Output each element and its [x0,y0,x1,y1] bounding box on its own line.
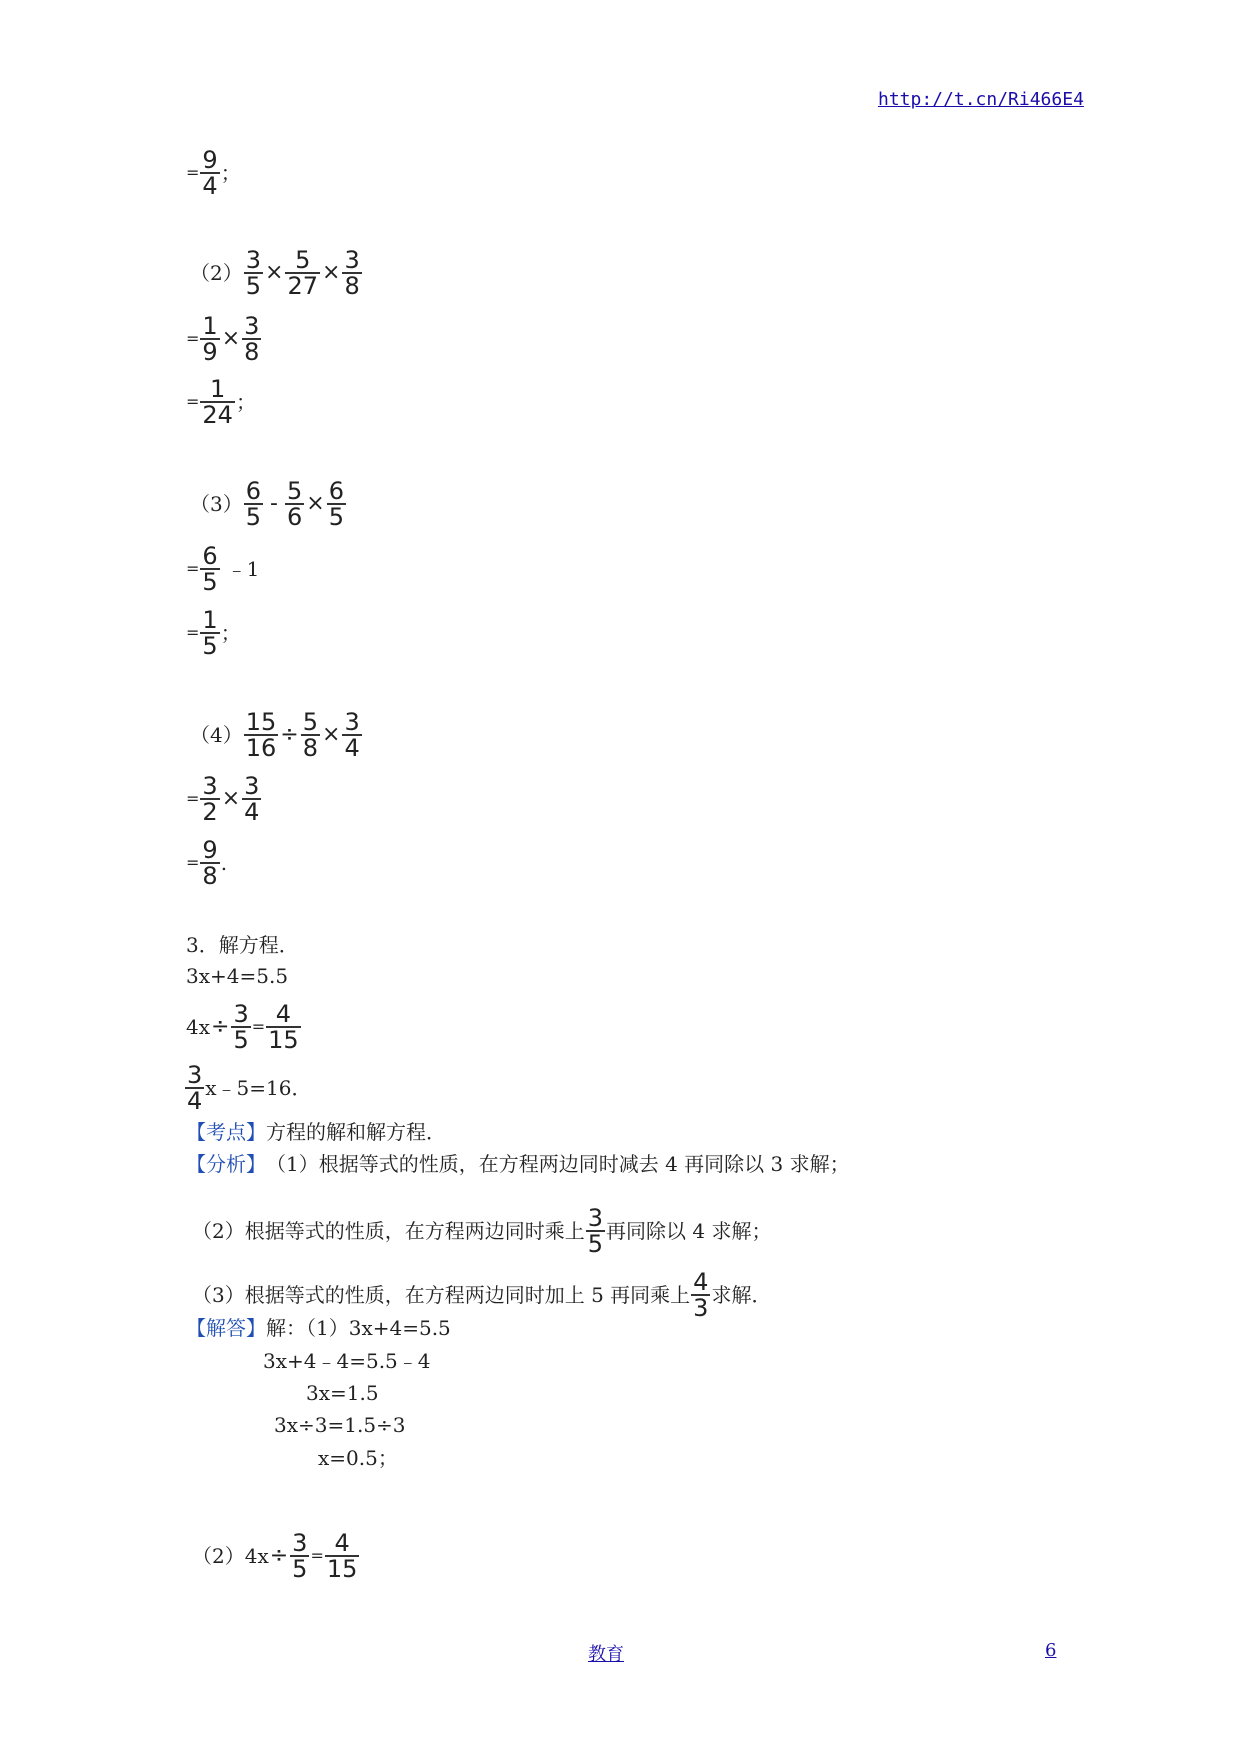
question3-title: 3．解方程． [186,933,299,957]
equation-1: 3x+4=5.5 [186,964,289,988]
fraction: $\frac{9}{4}$ [202,146,218,200]
page-number[interactable]: 6 [1045,1640,1057,1661]
part3-result: = $\frac{1}{5}$ ； [186,606,241,660]
fenxi-tag: 【分析】 [186,1152,266,1176]
part2-expression: （2） $\frac{3}{5}$ × $\frac{5}{27}$ × $\frac{3}{8}$ [190,246,360,300]
solution-step: 3x÷3=1.5÷3 [274,1413,406,1437]
part3-step1: = $\frac{6}{5}$ ﹣1 [186,542,260,596]
part4-step1: = $\frac{3}{2}$ × $\frac{3}{4}$ [186,772,260,826]
solution-step: 3x=1.5 [306,1381,379,1405]
jieda-tag: 【解答】 [186,1316,266,1340]
solution-step: 3x+4﹣4=5.5﹣4 [263,1349,431,1373]
equation-3: $\frac{3}{4}$ x﹣5=16． [187,1061,312,1115]
part2-result: = $\frac{1}{24}$ ； [186,375,256,429]
fenxi-row: 【分析】 （1）根据等式的性质，在方程两边同时减去 4 再同除以 3 求解； [186,1152,850,1176]
fenxi-line-2: （2）根据等式的性质，在方程两边同时乘上 $\frac{3}{5}$ 再同除以 4 求解； [192,1204,772,1258]
part3-expression: （3） $\frac{6}{5}$ - $\frac{5}{6}$ × $\frac{6}{5}$ [190,477,344,531]
equals-sign: = [186,163,200,182]
kaodian-tag: 【考点】 [186,1120,266,1144]
jieda-row: 【解答】 解：（1）3x+4=5.5 [186,1316,451,1340]
part2-step1: = $\frac{1}{9}$ × $\frac{3}{8}$ [186,312,260,366]
part2-equation: （2）4x ÷ $\frac{3}{5}$ = $\frac{4}{15}$ [192,1529,358,1583]
footer-link[interactable]: 教育 [588,1644,624,1665]
header-link[interactable]: http://t.cn/Ri466E4 [878,89,1084,110]
solution-step: x=0.5； [318,1446,398,1470]
part4-result: = $\frac{9}{8}$ . [186,836,228,890]
part1-result: = $\frac{9}{4}$ ； [186,146,241,200]
item-label: （2） [190,261,243,285]
part4-expression: （4） $\frac{15}{16}$ ÷ $\frac{5}{8}$ × $\frac{3}{4}$ [190,708,360,762]
fenxi-line-3: （3）根据等式的性质，在方程两边同时加上 5 再同乘上 $\frac{4}{3}$ 求解． [192,1268,772,1322]
kaodian-row: 【考点】 方程的解和解方程． [186,1120,446,1144]
equation-2: 4x ÷ $\frac{3}{5}$ = $\frac{4}{15}$ [186,1000,299,1054]
